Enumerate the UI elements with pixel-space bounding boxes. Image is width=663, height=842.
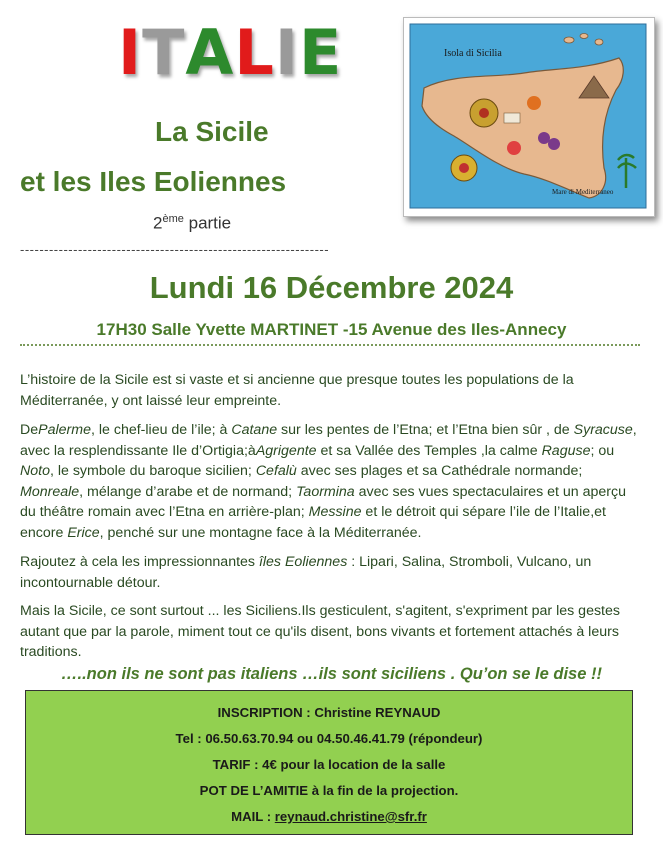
sicily-map-image [403, 17, 655, 217]
city-cefalu: Cefalù [255, 463, 297, 479]
orange-fruit [527, 96, 541, 110]
eolian-island [595, 39, 603, 45]
eolian-island [564, 37, 574, 43]
temple [504, 113, 520, 123]
part-number: 2 [153, 213, 163, 233]
event-venue: 17H30 Salle Yvette MARTINET -15 Avenue des Iles-Annecy [96, 320, 567, 339]
iles-eoliennes-italic: îles Eoliennes [258, 554, 348, 570]
title-letter: I [118, 16, 143, 89]
paragraph-history: L’histoire de la Sicile est si vaste et si ancienne que presque toutes les populations de la Méditerranée, y ont laissé leur empreinte. [20, 372, 574, 409]
eolian-island [580, 34, 588, 39]
event-date: Lundi 16 Décembre 2024 [149, 270, 514, 305]
dotted-separator [20, 344, 640, 346]
city-monreale: Monreale [20, 483, 80, 500]
mail-label: MAIL : [231, 809, 275, 824]
paragraph-cities: DePalerme, le chef-lieu de l’ile; à Catane sur les pentes de l’Etna; et l’Etna bien sûr , de Syracuse, avec la resplendissante Ile d’Ortigia;àAgrigente et sa Vallée des Temples ,la calme Raguse; ou Noto, le symbole du baroque sicilien; Cefalù avec ses plages et sa Cathédrale normande; Monreale, mélange d’arabe et de normand; Taormina avec ses vues spectaculaires et un aperçu du théâtre romain avec l’Etna en arrière-plan; Messine et le détroit qui sépare l’ile de l’Italie,et encore Erice, penché sur une montagne face à la Méditerranée. [20, 422, 637, 541]
dash-separator: ---------------------------------------------------------------- [20, 242, 330, 257]
subtitle-iles-eoliennes: et les Iles Eoliennes [20, 166, 287, 197]
pot-line: POT DE L’AMITIE à la fin de la projection. [199, 783, 459, 798]
grapes [548, 138, 560, 150]
part-label [153, 213, 231, 234]
title-letter: E [298, 16, 343, 89]
city-agrigente: Agrigente [255, 442, 317, 459]
city-syracuse: Syracuse [573, 422, 633, 438]
cart-wheel-center [479, 108, 489, 118]
part-word: partie [188, 213, 232, 233]
city-erice: Erice [67, 524, 100, 541]
mail-line [26, 809, 632, 824]
city-noto: Noto [20, 463, 50, 479]
title-letter: A [185, 16, 235, 89]
map-title-label: Isola di Sicilia [444, 48, 502, 59]
closing-quote: …..non ils ne sont pas italiens …ils sont siciliens . Qu’on se le dise !! [61, 665, 602, 683]
tarif-line: TARIF : 4€ pour la location de la salle [212, 757, 446, 772]
map-illustration [404, 18, 652, 214]
title-letter: I [274, 16, 299, 89]
city-raguse: Raguse [541, 442, 591, 459]
mail-link[interactable]: reynaud.christine@sfr.fr [274, 809, 427, 824]
info-box [25, 690, 633, 835]
city-catane: Catane [231, 422, 278, 438]
inscription-line: INSCRIPTION : Christine REYNAUD [217, 705, 441, 720]
paragraph-siciliens: Mais la Sicile, ce sont surtout ... les Siciliens.Ils gesticulent, s'agitent, s'expriment par les gestes autant que par la parole, miment tout ce qu'ils disent, bons vivants et fortement attachés à leurs traditions. [20, 603, 620, 660]
tomato [507, 141, 521, 155]
city-messine: Messine [308, 504, 362, 520]
paragraph-eoliennes: Rajoutez à cela les impressionnantes îles Eoliennes : Lipari, Salina, Stromboli, Vulcano, un incontournable détour. [20, 554, 592, 591]
title-letter: T [142, 16, 186, 89]
title-letter: L [234, 16, 275, 89]
trinacria-face [459, 163, 469, 173]
subtitle-sicile: La Sicile [155, 116, 269, 147]
map-sea-label: Mare di Mediterraneo [552, 188, 614, 196]
page-title [118, 16, 343, 89]
tel-line: Tel : 06.50.63.70.94 ou 04.50.46.41.79 (répondeur) [175, 731, 483, 746]
city-taormina: Taormina [296, 483, 355, 500]
part-sup: ème [162, 213, 184, 225]
city-palerme: Palerme [38, 422, 91, 438]
grapes [538, 132, 550, 144]
